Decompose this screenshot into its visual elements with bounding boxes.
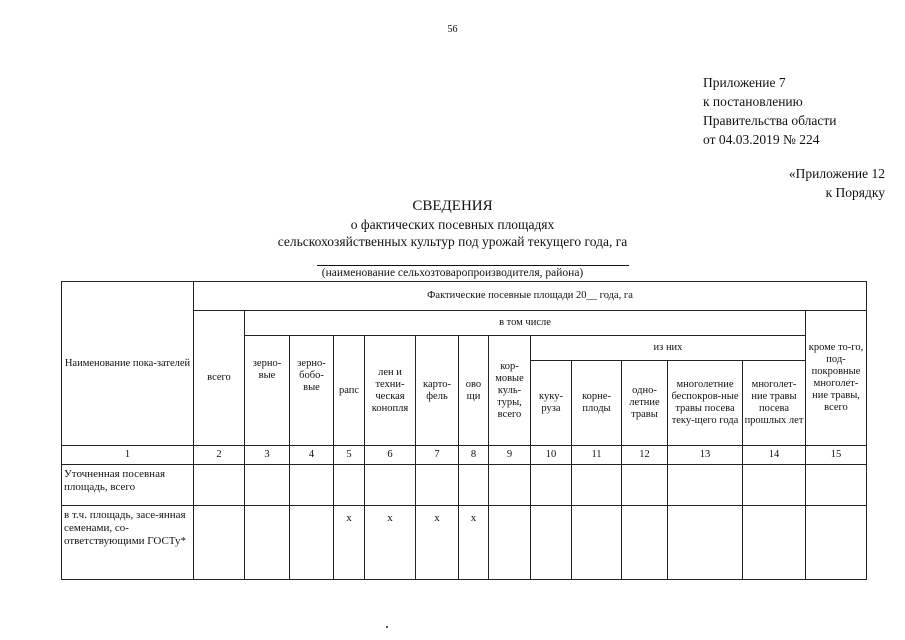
document-subtitle [0, 216, 905, 250]
header-corn: куку-руза [531, 361, 572, 446]
col-number: 11 [572, 446, 622, 465]
table-cell [743, 465, 806, 506]
producer-name-caption: (наименование сельхозтоваропроизводителя, района) [321, 267, 584, 279]
header-annual-grasses: одно-летние травы [622, 361, 668, 446]
scan-dot [386, 626, 388, 628]
col-number: 2 [194, 446, 245, 465]
table-cell [334, 465, 365, 506]
header-vegetables: ово щи [459, 336, 489, 446]
table-cell [622, 506, 668, 580]
col-number: 8 [459, 446, 489, 465]
producer-name-line [317, 265, 629, 266]
col-number: 4 [290, 446, 334, 465]
col-number: 14 [743, 446, 806, 465]
appendix-line-4: от 04.03.2019 № 224 [703, 132, 820, 147]
table-cell [806, 506, 867, 580]
header-indicator-name: Наименование пока-зателей [62, 282, 194, 446]
table-cell [416, 465, 459, 506]
header-perennial-past: многолет-ние травы посева прошлых лет [743, 361, 806, 446]
table-cell [531, 506, 572, 580]
table-cell [668, 506, 743, 580]
col-number: 13 [668, 446, 743, 465]
table-cell [194, 465, 245, 506]
header-perennial-current: многолетние беспокров-ные травы посева теку-щего года [668, 361, 743, 446]
header-grain: зерно-вые [245, 336, 290, 446]
table-cell [531, 465, 572, 506]
header-potato: карто-фель [416, 336, 459, 446]
row-label-sown-area: Уточненная посевная площадь, всего [62, 465, 194, 506]
table-cell [806, 465, 867, 506]
order-appendix-line-2: к Порядку [825, 185, 885, 200]
cross-mark: х [416, 506, 459, 580]
table-cell [290, 506, 334, 580]
row-label-gost-seeds: в т.ч. площадь, засе-янная семенами, со-ответствующими ГОСТу* [62, 506, 194, 580]
appendix-line-2: к постановлению [703, 94, 803, 109]
table-cell [572, 465, 622, 506]
table-row [62, 506, 867, 580]
table-cell [489, 465, 531, 506]
table-cell [365, 465, 416, 506]
table-cell [245, 506, 290, 580]
header-rapeseed: рапс [334, 336, 365, 446]
header-legume: зерно-бобо-вые [290, 336, 334, 446]
col-number: 6 [365, 446, 416, 465]
subtitle-line-2: сельскохозяйственных культур под урожай текущего года, га [277, 234, 628, 249]
table-cell [668, 465, 743, 506]
header-including: в том числе [245, 311, 806, 336]
table-cell [572, 506, 622, 580]
col-number: 15 [806, 446, 867, 465]
page-number: 56 [447, 24, 458, 35]
appendix-line-1: Приложение 7 [703, 75, 786, 90]
table-cell [459, 465, 489, 506]
table-cell [290, 465, 334, 506]
header-total: всего [194, 311, 245, 446]
col-number: 7 [416, 446, 459, 465]
subtitle-line-1: о фактических посевных площадях [350, 217, 555, 232]
col-number: 1 [62, 446, 194, 465]
document-title: СВЕДЕНИЯ [412, 198, 493, 214]
table-cell [194, 506, 245, 580]
table-cell [489, 506, 531, 580]
col-number: 5 [334, 446, 365, 465]
header-except-perennial: кроме то-го, под-покровные многолет-ние травы, всего [806, 311, 867, 446]
cross-mark: х [459, 506, 489, 580]
col-number: 3 [245, 446, 290, 465]
cross-mark: х [334, 506, 365, 580]
areas-table [61, 281, 867, 580]
column-number-row [62, 446, 867, 465]
col-number: 12 [622, 446, 668, 465]
col-number: 9 [489, 446, 531, 465]
header-root-crops: корне-плоды [572, 361, 622, 446]
header-actual-areas: Фактические посевные площади 20__ года, га [194, 282, 867, 311]
header-of-them: из них [531, 336, 806, 361]
col-number: 10 [531, 446, 572, 465]
appendix-line-3: Правительства области [703, 113, 837, 128]
table-cell [245, 465, 290, 506]
header-fodder-total: кор-мовые куль-туры, всего [489, 336, 531, 446]
table-cell [622, 465, 668, 506]
appendix-block [703, 73, 836, 149]
cross-mark: х [365, 506, 416, 580]
order-appendix-line-1: «Приложение 12 [788, 166, 885, 181]
table-row [62, 465, 867, 506]
header-flax-hemp: лен и техни-ческая конопля [365, 336, 416, 446]
table-cell [743, 506, 806, 580]
